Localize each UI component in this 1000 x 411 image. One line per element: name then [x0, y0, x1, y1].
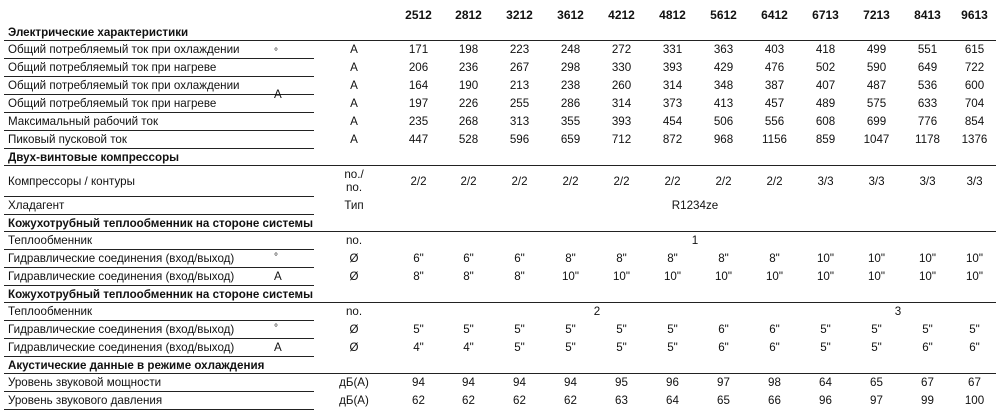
table-cell: 355 [560, 115, 581, 128]
row-label: Общий потребляемый ток при охлаждении [4, 77, 274, 95]
table-cell: 348 [713, 79, 734, 92]
row-unit: A [350, 61, 358, 74]
table-cell: 5" [871, 341, 882, 354]
table-row [4, 131, 996, 149]
table-cell: 94 [513, 376, 526, 390]
model-header: 3612 [557, 7, 584, 22]
variant-mark [274, 59, 314, 77]
row-unit: no. [345, 305, 363, 319]
table-cell: 6" [718, 323, 729, 336]
variant-mark [274, 131, 314, 149]
table-cell: 447 [408, 133, 429, 146]
row-label: Гидравлические соединения (вход/выход) [4, 268, 274, 286]
unit-line: no. [345, 180, 363, 194]
row-label: Уровень звукового давления [4, 392, 274, 410]
section-electrical: Электрические характеристики [4, 24, 996, 41]
model-header: 3212 [506, 7, 533, 22]
row-unit: Ø [349, 270, 359, 283]
table-cell: 4" [463, 341, 474, 354]
variant-mark [274, 303, 314, 321]
table-cell: 62 [462, 394, 475, 407]
table-cell: 65 [870, 376, 883, 390]
table-cell: 487 [866, 79, 887, 92]
table-row [4, 268, 996, 286]
table-cell: 608 [815, 115, 836, 128]
table-cell: 10" [965, 252, 983, 265]
table-cell: 8" [565, 252, 576, 265]
table-cell: 10" [765, 270, 783, 283]
row-label: Теплообменник [4, 303, 274, 321]
table-cell: 600 [964, 79, 985, 92]
degree-mark: ° [274, 322, 278, 334]
section-compressors: Двух-винтовые компрессоры [4, 149, 996, 166]
table-cell: 190 [458, 79, 479, 92]
model-header: 8413 [914, 7, 941, 22]
row-label: Общий потребляемый ток при нагреве [4, 59, 274, 77]
model-header: 5612 [710, 7, 737, 22]
table-cell: 5" [565, 341, 576, 354]
table-cell: 6" [718, 341, 729, 354]
model-header: 2812 [455, 7, 482, 22]
table-cell: 615 [964, 43, 985, 57]
spec-table [4, 6, 996, 410]
table-cell: 213 [509, 79, 530, 92]
table-cell: 590 [866, 61, 887, 74]
table-cell: 6" [413, 252, 424, 265]
unit-line: no./ [344, 167, 364, 181]
row-unit: A [350, 133, 358, 146]
row-unit: Ø [349, 252, 359, 265]
table-cell: 96 [666, 376, 679, 390]
table-cell: 3/3 [868, 174, 885, 188]
table-cell: 198 [458, 43, 479, 57]
row-label: Гидравлические соединения (вход/выход) [4, 321, 274, 339]
table-row [4, 95, 996, 113]
table-cell: 67 [968, 376, 981, 390]
model-header: 7213 [863, 7, 890, 22]
table-cell: 407 [815, 79, 836, 92]
table-cell: 3/3 [817, 174, 834, 188]
table-cell: 62 [513, 394, 526, 407]
table-cell: 94 [462, 376, 475, 390]
table-cell: 255 [509, 97, 530, 110]
table-cell: 387 [764, 79, 785, 92]
table-cell: 1178 [915, 133, 940, 146]
section-header-row [4, 215, 996, 232]
table-cell: 223 [509, 43, 530, 57]
table-cell: 2/2 [613, 174, 630, 188]
row-unit: A [350, 43, 358, 57]
row-label: Компрессоры / контуры [4, 166, 274, 197]
row-unit: A [350, 115, 358, 128]
table-cell: 10" [867, 270, 885, 283]
table-cell: 6" [969, 341, 980, 354]
row-label: Пиковый пусковой ток [4, 131, 274, 149]
variant-a-mark: A [274, 88, 282, 101]
table-row [4, 41, 996, 59]
table-cell: 171 [408, 43, 429, 57]
table-cell: 96 [819, 394, 832, 407]
table-cell: 236 [458, 61, 479, 74]
table-row [4, 232, 996, 250]
variant-mark [274, 268, 314, 286]
header-blank [314, 6, 394, 24]
table-cell: 476 [764, 61, 785, 74]
row-label: Уровень звуковой мощности [4, 374, 274, 392]
table-cell: 100 [964, 394, 985, 407]
table-cell: 10" [918, 252, 936, 265]
table-cell: 2/2 [715, 174, 732, 188]
row-label: Теплообменник [4, 232, 274, 250]
row-unit: Ø [349, 323, 359, 336]
table-cell: 164 [408, 79, 429, 92]
row-label: Максимальный рабочий ток [4, 113, 274, 131]
variant-mark [274, 232, 314, 250]
table-cell: 722 [964, 61, 985, 74]
table-cell: 2/2 [410, 174, 427, 188]
variant-a-mark: A [274, 341, 282, 354]
section-header-row [4, 24, 996, 41]
table-cell: 8" [514, 270, 525, 283]
variant-mark [274, 374, 314, 392]
table-cell: 5" [514, 341, 525, 354]
table-cell: 1047 [863, 133, 890, 146]
table-cell: 2/2 [766, 174, 783, 188]
section-heat-exchanger: Кожухотрубный теплообменник на стороне системы [4, 286, 996, 303]
table-cell: 8" [718, 252, 729, 265]
table-cell: 63 [615, 394, 628, 407]
model-header: 6713 [812, 7, 839, 22]
table-cell: 1 [691, 234, 699, 248]
table-cell: 502 [815, 61, 836, 74]
table-cell: 457 [764, 97, 785, 110]
table-cell: 3/3 [966, 174, 983, 188]
table-cell: 454 [662, 115, 683, 128]
table-cell: 633 [917, 97, 938, 110]
row-label: Общий потребляемый ток при нагреве [4, 95, 274, 113]
table-cell: 5" [820, 341, 831, 354]
table-cell: 6" [769, 323, 780, 336]
table-cell: 5" [922, 323, 933, 336]
table-cell: 5" [565, 323, 576, 336]
table-cell: 67 [921, 376, 934, 390]
table-cell: 197 [408, 97, 429, 110]
table-cell: 5" [413, 323, 424, 336]
row-unit: дБ(A) [339, 394, 369, 407]
variant-mark [274, 113, 314, 131]
table-cell: 2/2 [562, 174, 579, 188]
section-header-row [4, 357, 996, 374]
header-blank [274, 6, 314, 24]
header-blank [4, 6, 274, 24]
table-cell: 659 [560, 133, 581, 146]
table-cell: 238 [560, 79, 581, 92]
table-cell: 649 [917, 61, 938, 74]
model-header: 6412 [761, 7, 788, 22]
table-cell: 2/2 [460, 174, 477, 188]
table-cell: 699 [866, 115, 887, 128]
table-row [4, 250, 996, 268]
table-cell: 5" [667, 341, 678, 354]
model-header: 4212 [608, 7, 635, 22]
model-header: 9613 [961, 7, 988, 22]
table-cell: 10" [663, 270, 681, 283]
variant-mark [274, 197, 314, 215]
table-cell: 64 [666, 394, 679, 407]
table-cell: 393 [611, 115, 632, 128]
row-unit: A [350, 97, 358, 110]
table-cell: 393 [662, 61, 683, 74]
table-cell: 704 [964, 97, 985, 110]
variant-mark [274, 339, 314, 357]
table-cell: 968 [713, 133, 734, 146]
table-cell: 373 [662, 97, 683, 110]
row-label: Хладагент [4, 197, 274, 215]
table-cell: 556 [764, 115, 785, 128]
table-cell: 10" [714, 270, 732, 283]
variant-a-mark: A [274, 270, 282, 283]
table-row [4, 321, 996, 339]
section-acoustic: Акустические данные в режиме охлаждения [4, 357, 996, 374]
table-row [4, 392, 996, 410]
table-cell: 363 [713, 43, 734, 57]
table-cell: 98 [768, 376, 781, 390]
table-cell: 99 [921, 394, 934, 407]
table-cell: 3 [894, 305, 902, 319]
table-row [4, 303, 996, 321]
table-cell: 413 [713, 97, 734, 110]
variant-mark [274, 250, 314, 268]
model-header-row [4, 6, 996, 24]
table-cell: 6" [922, 341, 933, 354]
table-cell: 3/3 [919, 174, 936, 188]
table-row [4, 113, 996, 131]
table-cell: 10" [816, 252, 834, 265]
table-cell: 331 [662, 43, 683, 57]
section-header-row [4, 149, 996, 166]
table-cell: 2/2 [664, 174, 681, 188]
table-cell: 226 [458, 97, 479, 110]
table-cell: 1156 [762, 133, 787, 146]
table-cell: 65 [717, 394, 730, 407]
table-cell: 97 [870, 394, 883, 407]
row-unit: Тип [344, 199, 364, 212]
table-cell: 260 [611, 79, 632, 92]
table-cell: 248 [560, 43, 581, 57]
table-cell: 506 [713, 115, 734, 128]
table-cell: 64 [819, 376, 832, 390]
table-cell: 267 [509, 61, 530, 74]
table-cell: 872 [662, 133, 683, 146]
table-cell: 499 [866, 43, 887, 57]
table-cell: 6" [769, 341, 780, 354]
table-cell: 2/2 [511, 174, 528, 188]
variant-mark [274, 166, 314, 197]
row-unit: A [350, 79, 358, 92]
table-cell: 5" [616, 323, 627, 336]
table-cell: 5" [820, 323, 831, 336]
table-cell: 712 [611, 133, 632, 146]
table-cell: 551 [917, 43, 938, 57]
table-cell: 776 [917, 115, 938, 128]
section-heat-exchanger: Кожухотрубный теплообменник на стороне системы [4, 215, 996, 232]
table-cell: 10" [561, 270, 579, 283]
table-cell: 314 [611, 97, 632, 110]
table-cell: 8" [667, 252, 678, 265]
table-cell: 10" [867, 252, 885, 265]
table-cell: 854 [964, 115, 985, 128]
table-cell: 94 [564, 376, 577, 390]
table-cell: 314 [662, 79, 683, 92]
table-cell: 429 [713, 61, 734, 74]
table-cell: 94 [412, 376, 425, 390]
table-cell: 6" [514, 252, 525, 265]
table-cell: 8" [413, 270, 424, 283]
table-cell: 8" [463, 270, 474, 283]
table-cell: 575 [866, 97, 887, 110]
table-cell: 5" [514, 323, 525, 336]
table-cell: 8" [769, 252, 780, 265]
table-cell: 10" [965, 270, 983, 283]
model-header: 4812 [659, 7, 686, 22]
table-cell: 6" [463, 252, 474, 265]
row-label: Гидравлические соединения (вход/выход) [4, 339, 274, 357]
table-row [4, 77, 996, 95]
variant-mark [274, 41, 314, 59]
model-header: 2512 [405, 7, 432, 22]
row-unit: no. [345, 234, 363, 248]
row-label: Гидравлические соединения (вход/выход) [4, 250, 274, 268]
row-unit: Ø [349, 341, 359, 354]
table-cell: 206 [408, 61, 429, 74]
section-header-row [4, 286, 996, 303]
table-cell: 66 [768, 394, 781, 407]
row-label: Общий потребляемый ток при охлаждении [4, 41, 274, 59]
table-cell: 489 [815, 97, 836, 110]
table-cell: 403 [764, 43, 785, 57]
table-cell: 596 [509, 133, 530, 146]
row-unit: дБ(A) [339, 376, 369, 390]
variant-mark [274, 88, 314, 113]
table-row [4, 339, 996, 357]
table-cell: 286 [560, 97, 581, 110]
table-row [4, 59, 996, 77]
table-row [4, 197, 996, 215]
table-cell: 10" [612, 270, 630, 283]
table-row [4, 374, 996, 392]
table-cell: 5" [616, 341, 627, 354]
table-cell: 4" [413, 341, 424, 354]
table-cell: 5" [463, 323, 474, 336]
table-cell: 272 [611, 43, 632, 57]
table-row [4, 166, 996, 197]
table-cell: 8" [616, 252, 627, 265]
degree-mark: ° [274, 46, 278, 58]
table-cell: 859 [815, 133, 836, 146]
table-cell: 528 [458, 133, 479, 146]
table-cell: 1376 [961, 133, 988, 146]
table-cell: 10" [816, 270, 834, 283]
table-cell: R1234ze [671, 199, 719, 212]
table-cell: 5" [969, 323, 980, 336]
table-cell: 62 [412, 394, 425, 407]
table-cell: 10" [918, 270, 936, 283]
table-cell: 330 [611, 61, 632, 74]
table-cell: 2 [593, 305, 601, 319]
table-cell: 268 [458, 115, 479, 128]
table-cell: 235 [408, 115, 429, 128]
table-cell: 536 [917, 79, 938, 92]
degree-mark: ° [274, 251, 278, 263]
table-cell: 5" [667, 323, 678, 336]
table-cell: 97 [717, 376, 730, 390]
table-cell: 313 [509, 115, 530, 128]
table-cell: 418 [815, 43, 836, 57]
table-cell: 298 [560, 61, 581, 74]
table-cell: 62 [564, 394, 577, 407]
row-unit [314, 166, 394, 197]
table-cell: 95 [615, 376, 628, 390]
table-cell: 5" [871, 323, 882, 336]
variant-mark [274, 392, 314, 410]
variant-mark [274, 321, 314, 339]
